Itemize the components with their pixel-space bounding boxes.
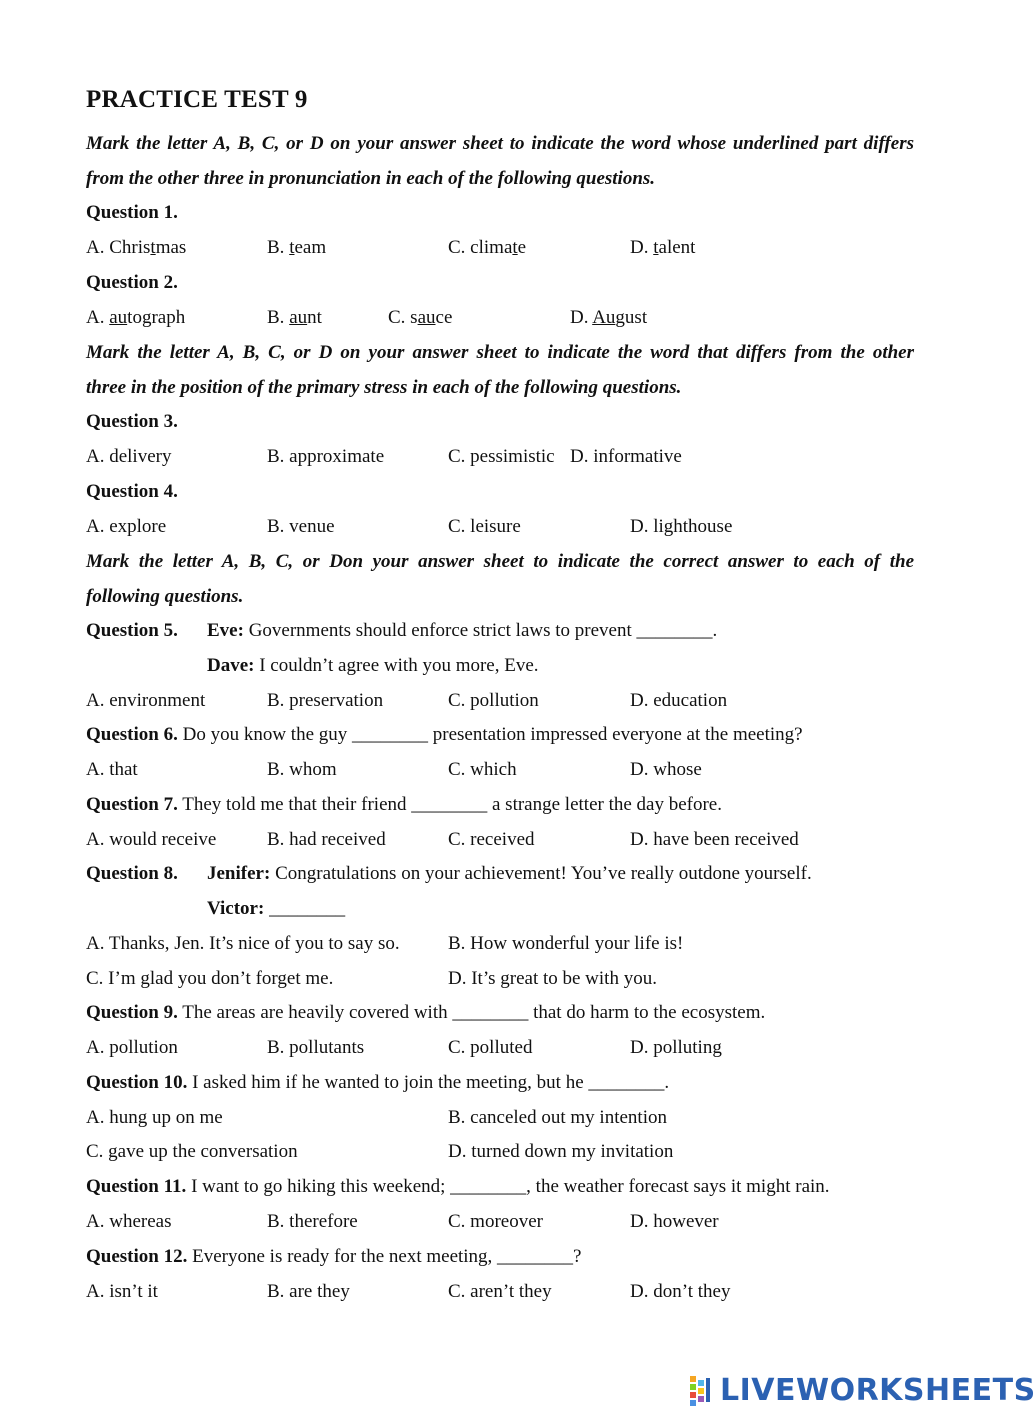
option-d[interactable]: D. lighthouse: [630, 516, 733, 537]
instruction-correct-answer-cont: following questions.: [86, 586, 244, 607]
question-11-options: [86, 1209, 916, 1235]
question-8-label: Question 8.: [86, 863, 178, 884]
option-b[interactable]: B. canceled out my intention: [448, 1107, 667, 1128]
option-d[interactable]: D. August: [570, 307, 648, 328]
question-10-text: I asked him if he wanted to join the meeting, but he ________.: [187, 1072, 670, 1093]
question-3-options: [86, 444, 916, 470]
option-c[interactable]: C. which: [448, 759, 517, 780]
question-12-text: Everyone is ready for the next meeting, ________?: [187, 1246, 582, 1267]
option-b[interactable]: B. aunt: [267, 307, 322, 328]
option-d[interactable]: D. education: [630, 690, 728, 711]
option-d[interactable]: D. turned down my invitation: [448, 1141, 674, 1162]
option-c[interactable]: C. leisure: [448, 516, 521, 537]
question-11-text: I want to go hiking this weekend; ________, the weather forecast says it might rain.: [186, 1176, 830, 1197]
question-10-label: Question 10.: [86, 1072, 188, 1093]
question-5-label: Question 5.: [86, 620, 178, 641]
option-a[interactable]: A. Christmas: [86, 237, 187, 258]
option-b[interactable]: B. pollutants: [267, 1037, 365, 1058]
question-7-options: [86, 827, 916, 853]
question-6-label: Question 6.: [86, 724, 178, 745]
option-c[interactable]: C. polluted: [448, 1037, 533, 1058]
option-c[interactable]: C. pollution: [448, 690, 539, 711]
option-d[interactable]: D. however: [630, 1211, 719, 1232]
option-d[interactable]: D. whose: [630, 759, 702, 780]
question-5: [86, 618, 916, 644]
option-d[interactable]: D. have been received: [630, 829, 799, 850]
option-b[interactable]: B. are they: [267, 1281, 350, 1302]
question-12-label: Question 12.: [86, 1246, 188, 1267]
option-d[interactable]: D. informative: [570, 446, 682, 467]
option-a[interactable]: A. whereas: [86, 1211, 172, 1232]
question-5-dialogue: [86, 653, 916, 679]
option-b[interactable]: B. How wonderful your life is!: [448, 933, 684, 954]
question-6-options: [86, 757, 916, 783]
question-4-options: [86, 514, 916, 540]
question-9: [86, 1000, 765, 1026]
option-c[interactable]: C. pessimistic: [448, 446, 555, 467]
option-a[interactable]: A. that: [86, 759, 138, 780]
dialogue-line-1: Eve: Governments should enforce strict laws to prevent ________.: [207, 620, 718, 641]
liveworksheets-logo-icon: [690, 1374, 716, 1406]
dialogue-line-2: Victor: ________: [207, 898, 346, 919]
option-a[interactable]: A. hung up on me: [86, 1107, 223, 1128]
question-9-options: [86, 1035, 916, 1061]
question-5-options: [86, 688, 916, 714]
option-a[interactable]: A. Thanks, Jen. It’s nice of you to say so.: [86, 933, 400, 954]
question-1-options: [86, 235, 916, 261]
option-b[interactable]: B. whom: [267, 759, 337, 780]
instruction-pronunciation-cont: from the other three in pronunciation in each of the following questions.: [86, 168, 656, 189]
question-2-options: [86, 305, 916, 331]
question-11: [86, 1174, 830, 1200]
option-b[interactable]: B. therefore: [267, 1211, 358, 1232]
question-9-text: The areas are heavily covered with ________ that do harm to the ecosystem.: [177, 1002, 766, 1023]
option-d[interactable]: D. talent: [630, 237, 696, 258]
option-c[interactable]: C. received: [448, 829, 535, 850]
option-b[interactable]: B. approximate: [267, 446, 385, 467]
dialogue-line-1: Jenifer: Congratulations on your achievement! You’ve really outdone yourself.: [207, 863, 812, 884]
question-11-label: Question 11.: [86, 1176, 187, 1197]
option-b[interactable]: B. venue: [267, 516, 335, 537]
option-a[interactable]: A. delivery: [86, 446, 172, 467]
option-c[interactable]: C. sauce: [388, 307, 453, 328]
question-8-options-ab: [86, 931, 916, 957]
question-10-options-cd: [86, 1139, 916, 1165]
option-c[interactable]: C. moreover: [448, 1211, 543, 1232]
option-a[interactable]: A. isn’t it: [86, 1281, 158, 1302]
instruction-stress: Mark the letter A, B, C, or D on your answer sheet to indicate the word that differs from the other: [86, 342, 914, 363]
liveworksheets-logo-text: LIVEWORKSHEETS: [720, 1372, 1036, 1408]
option-b[interactable]: B. had received: [267, 829, 386, 850]
question-6: [86, 722, 803, 748]
instruction-correct-answer: Mark the letter A, B, C, or Don your answer sheet to indicate the correct answer to each of the: [86, 551, 914, 572]
instruction-pronunciation: Mark the letter A, B, C, or D on your answer sheet to indicate the word whose underlined part differs: [86, 133, 914, 154]
option-a[interactable]: A. environment: [86, 690, 206, 711]
option-a[interactable]: A. pollution: [86, 1037, 178, 1058]
question-3-label: Question 3.: [86, 411, 178, 432]
question-10-options-ab: [86, 1105, 916, 1131]
instruction-stress-cont: three in the position of the primary stress in each of the following questions.: [86, 377, 682, 398]
option-d[interactable]: D. It’s great to be with you.: [448, 968, 657, 989]
question-7-label: Question 7.: [86, 794, 178, 815]
option-a[interactable]: A. would receive: [86, 829, 217, 850]
option-b[interactable]: B. preservation: [267, 690, 384, 711]
question-10: [86, 1070, 669, 1096]
option-b[interactable]: B. team: [267, 237, 327, 258]
question-7: [86, 792, 722, 818]
page-title: PRACTICE TEST 9: [86, 86, 308, 113]
option-c[interactable]: C. gave up the conversation: [86, 1141, 298, 1162]
question-12: [86, 1244, 582, 1270]
option-c[interactable]: C. climate: [448, 237, 527, 258]
liveworksheets-logo[interactable]: [690, 1372, 1036, 1408]
option-d[interactable]: D. don’t they: [630, 1281, 731, 1302]
option-a[interactable]: A. explore: [86, 516, 167, 537]
dialogue-line-2: Dave: I couldn’t agree with you more, Eve.: [207, 655, 539, 676]
question-4-label: Question 4.: [86, 481, 178, 502]
question-8-dialogue: [86, 896, 916, 922]
question-8: [86, 861, 916, 887]
question-8-options-cd: [86, 966, 916, 992]
question-1-label: Question 1.: [86, 202, 178, 223]
question-2-label: Question 2.: [86, 272, 178, 293]
option-c[interactable]: C. aren’t they: [448, 1281, 552, 1302]
option-c[interactable]: C. I’m glad you don’t forget me.: [86, 968, 334, 989]
question-9-label: Question 9.: [86, 1002, 178, 1023]
question-12-options: [86, 1279, 916, 1305]
option-a[interactable]: A. autograph: [86, 307, 186, 328]
option-d[interactable]: D. polluting: [630, 1037, 722, 1058]
question-7-text: They told me that their friend ________ a strange letter the day before.: [177, 794, 722, 815]
question-6-text: Do you know the guy ________ presentation impressed everyone at the meeting?: [177, 724, 803, 745]
